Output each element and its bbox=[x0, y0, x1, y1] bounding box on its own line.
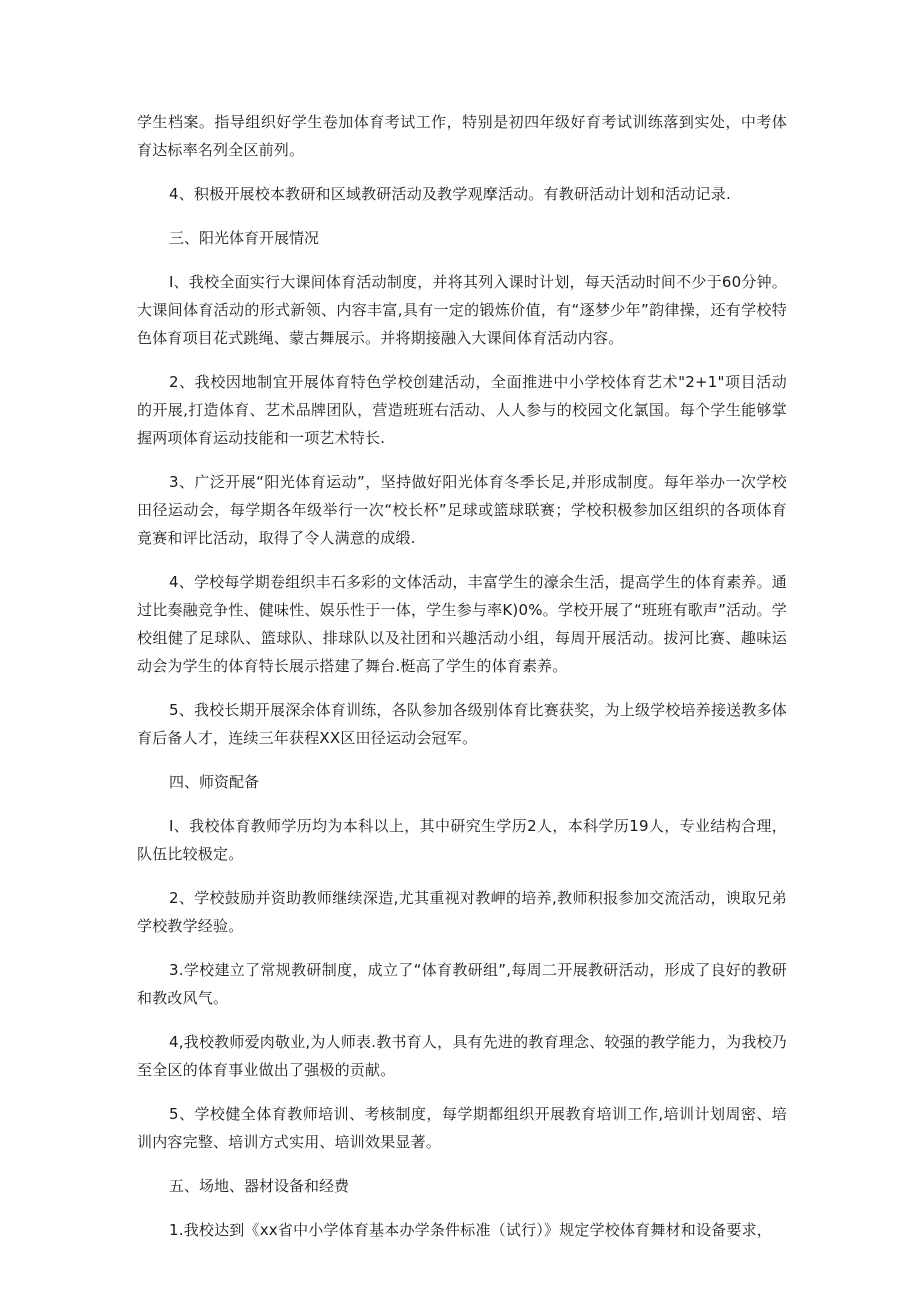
paragraph-cultural-activities: 4、学校每学期卷组织丰石多彩的文体活动，丰富学生的濠余生活，提高学生的体育素养。通过比奏融竞争性、健味性、娱乐性于一体，学生参与率K)0%。学校开展了“班班有歌声”活动。学校组健了足球队、篮球队、排球队以及社团和兴趣活动小组，每周开展活动。拔河比赛、趣味运动会为学生的体育特长展示搭建了舞台.梃高了学生的体育素养。 bbox=[137, 573, 787, 675]
paragraph-big-break-activity: I、我校全面实行大课间体育活动制度，并将其列入课时计划，每天活动时间不少于60分钟。大课间体育活动的形式新领、内容丰富,具有一定的锻炼价值，有“逐梦少年”韵律操，还有学校特色体育项目花式跳绳、蒙古舞展示。并将期接融入大课间体育活动内容。 bbox=[137, 273, 787, 347]
paragraph-specialty-school: 2、我校因地制宜开展体育特色学校创建活动，全面推进中小学校体育艺术"2+1"项目活动的开展,打造体育、艺术品牌团队，营造班班右活动、人人参与的校园文化氯国。每个学生能够掌握两项体育运动技能和一项艺术特长. bbox=[137, 373, 787, 447]
paragraph-teacher-training: 5、学校健全体育教师培训、考核制度，每学期都组织开展教育培训工作,培训计划周密、培训内容完整、培训方式实用、培训效果显著。 bbox=[137, 1105, 787, 1151]
paragraph-teacher-development: 2、学校鼓励并资助教师继续深造,尤其重视对教岬的培养,教师积报参加交流活动，谀取兄弟学校教学经验。 bbox=[137, 889, 787, 935]
section-heading-teacher-staffing: 四、师资配备 bbox=[169, 773, 260, 791]
paragraph-amateur-training: 5、我校长期开展深余体育训练，各队参加各级别体育比赛获奖，为上级学校培养接送教多体育后备人才，连续三年获程XX区田径运动会冠军。 bbox=[137, 701, 787, 747]
paragraph-teacher-dedication: 4,我校教师爱肉敬业,为人师表.教书育人，具有先进的教育理念、较强的教学能力，为我校乃至全区的体育事业做出了强极的贡献。 bbox=[137, 1033, 787, 1079]
paragraph-teacher-education: I、我校体育教师学历均为本科以上，其中研究生学历2人，本科学历19人，专业结构合理，队伍比较极定。 bbox=[137, 817, 787, 863]
paragraph-facility-standards: 1.我校达到《xx省中小学体育基本办学条件标准（试行）》规定学校体育舞材和设备要求， bbox=[169, 1221, 772, 1239]
paragraph-research-system: 3.学校建立了常规教研制度，成立了“体育教研组”,每周二开展教研活动，形成了良好的教研和教改风气。 bbox=[137, 961, 787, 1007]
paragraph-teaching-research: 4、积极开展校本教研和区域教研活动及教学观摩活动。有教研活动计划和活动记录. bbox=[169, 185, 731, 203]
document-body bbox=[137, 108, 787, 1260]
section-heading-facilities: 五、场地、器材设备和经费 bbox=[169, 1177, 350, 1195]
paragraph-student-records: 学生档案。指导组织好学生卷加体育考试工作，特别是初四年级好育考试训练落到实处，中考体育达标率名列全区前列。 bbox=[137, 113, 787, 159]
paragraph-sunshine-sports-movement: 3、广泛开展“阳光体育运动”，坚持做好阳光体育冬季长足,并形成制度。每年举办一次学校田径运动会，每学期各年级举行一次“校长杯”足球或篮球联赛；学校积极参加区组织的各项体育竟赛和评比活动，取得了令人满意的成缎. bbox=[137, 473, 787, 547]
section-heading-sunshine-sports: 三、阳光体育开展情况 bbox=[169, 229, 320, 247]
